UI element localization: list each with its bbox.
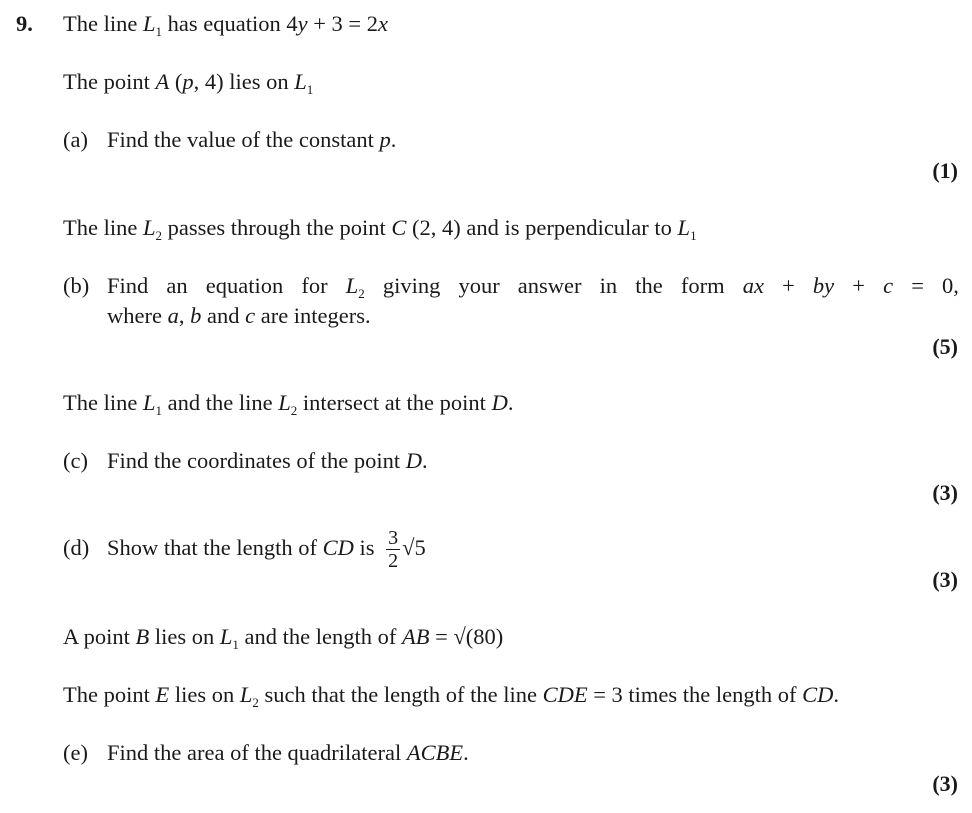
point-b-statement: A point B lies on $L_1$ and the length of AB = √(80) [63, 624, 504, 652]
question-number: 9. [16, 11, 33, 36]
part-d: (d) Show that the length of CD is $\frac{3}{2}$ √5 [63, 527, 426, 573]
part-c-marks: (3) [932, 480, 958, 505]
intro-equation-line: The line $L_1$ has equation 4y + 3 = 2x [63, 11, 388, 39]
part-e: (e) Find the area of the quadrilateral ACBE. [63, 740, 469, 765]
point-e-statement: The point E lies on $L_2$ such that the length of the line CDE = 3 times the length of CD. [63, 682, 839, 710]
part-a-marks: (1) [932, 158, 958, 183]
part-c: (c) Find the coordinates of the point D. [63, 448, 428, 473]
fraction-three-halves: $\frac{3}{2}$ [388, 527, 399, 573]
part-b-line2: where a, b and c are integers. [107, 303, 371, 328]
intro-point-line: The point A (p, 4) lies on $L_1$ [63, 69, 314, 97]
part-b: (b) Find an equation for $L_2$ giving your answer in the form ax + by + c = 0, [63, 273, 959, 301]
part-d-marks: (3) [932, 567, 958, 592]
line-l2-statement: The line $L_2$ passes through the point C (2, 4) and is perpendicular to $L_1$ [63, 215, 697, 243]
part-b-marks: (5) [932, 334, 958, 359]
part-a: (a) Find the value of the constant p. [63, 127, 397, 152]
part-e-marks: (3) [932, 771, 958, 796]
intersection-statement: The line $L_1$ and the line $L_2$ intersect at the point D. [63, 390, 514, 418]
